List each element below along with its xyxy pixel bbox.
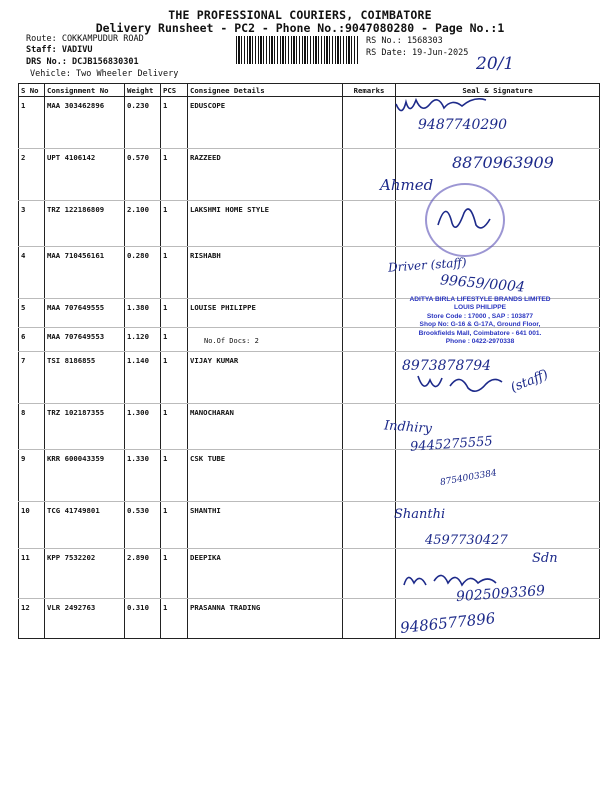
cell-consignee: PRASANNA TRADING xyxy=(188,599,343,639)
col-header-remarks: Remarks xyxy=(343,84,396,97)
cell-consignee: CSK TUBE xyxy=(188,450,343,502)
table-row xyxy=(19,502,600,549)
table-header-row xyxy=(19,84,600,97)
cell-sno: 2 xyxy=(19,149,45,201)
cell-consignment: VLR 2492763 xyxy=(45,599,125,639)
cell-weight: 2.890 xyxy=(125,549,161,599)
count-handwritten-note: 20/1 xyxy=(476,54,515,74)
cell-sno: 3 xyxy=(19,201,45,247)
stamp-phone: Phone : 0422-2970338 xyxy=(445,338,515,346)
handwritten-name: Sdn xyxy=(532,551,558,566)
cell-weight: 0.230 xyxy=(125,97,161,149)
handwritten-phone: 9487740290 xyxy=(418,117,508,133)
cell-weight: 1.120 xyxy=(125,328,161,352)
runsheet-subtitle: Delivery Runsheet - PC2 - Phone No.:9047080280 - Page No.:1 xyxy=(95,21,505,35)
cell-consignment: KRR 600043359 xyxy=(45,450,125,502)
signature-scribble xyxy=(392,90,502,120)
cell-pcs: 1 xyxy=(161,450,188,502)
cell-consignment: TRZ 122186809 xyxy=(45,201,125,247)
cell-pcs: 1 xyxy=(161,352,188,404)
table-row xyxy=(19,352,600,404)
table-row xyxy=(19,599,600,639)
stamp-shop-no: Shop No: G-16 & G-17A, Ground Floor, xyxy=(419,321,541,329)
cell-consignee xyxy=(188,328,343,352)
handwritten-name: Indhiry xyxy=(383,418,433,437)
stamp-company: ADITYA BIRLA LIFESTYLE BRANDS LIMITED xyxy=(409,296,551,303)
col-header-consignee: Consignee Details xyxy=(188,84,343,97)
rs-date: RS Date: 19-Jun-2025 xyxy=(366,48,469,58)
stamp-store-code: Store Code : 17000 , SAP : 103877 xyxy=(426,312,534,320)
cell-sno: 10 xyxy=(19,502,45,549)
signature-scribble xyxy=(430,195,500,240)
cell-consignment: TCG 41749801 xyxy=(45,502,125,549)
cell-pcs: 1 xyxy=(161,97,188,149)
cell-consignment: TRZ 102187355 xyxy=(45,404,125,450)
cell-weight: 0.310 xyxy=(125,599,161,639)
cell-consignment: MAA 707649555 xyxy=(45,299,125,328)
handwritten-phone: 9486577896 xyxy=(399,609,497,637)
cell-pcs: 1 xyxy=(161,247,188,299)
cell-remarks xyxy=(343,549,396,599)
cell-consignment: MAA 707649553 xyxy=(45,328,125,352)
cell-remarks xyxy=(343,599,396,639)
cell-pcs: 1 xyxy=(161,404,188,450)
cell-sno: 8 xyxy=(19,404,45,450)
handwritten-phone: 99659/0004 xyxy=(439,272,526,296)
cell-consignee: MANOCHARAN xyxy=(188,404,343,450)
handwritten-note: (staff) xyxy=(508,367,551,396)
table-row xyxy=(19,201,600,247)
barcode xyxy=(236,36,358,64)
cell-pcs: 1 xyxy=(161,201,188,247)
handwritten-phone: 8870963909 xyxy=(452,153,554,172)
cell-consignment: UPT 4106142 xyxy=(45,149,125,201)
table-row xyxy=(19,450,600,502)
cell-sno: 11 xyxy=(19,549,45,599)
cell-remarks xyxy=(343,450,396,502)
handwritten-name: Shanthi xyxy=(394,507,446,522)
cell-remarks xyxy=(343,502,396,549)
handwritten-phone: 4597730427 xyxy=(425,533,508,548)
cell-consignment: KPP 7532202 xyxy=(45,549,125,599)
cell-pcs: 1 xyxy=(161,328,188,352)
handwritten-note: Driver (staff) xyxy=(387,255,468,275)
cell-remarks xyxy=(343,97,396,149)
cell-sno: 1 xyxy=(19,97,45,149)
route-label: Route: COKKAMPUDUR ROAD xyxy=(26,34,144,44)
cell-pcs: 1 xyxy=(161,149,188,201)
cell-consignee: VIJAY KUMAR xyxy=(188,352,343,404)
handwritten-phone: 8754003384 xyxy=(439,468,498,489)
company-title: THE PROFESSIONAL COURIERS, COIMBATORE xyxy=(168,8,432,22)
cell-sno: 12 xyxy=(19,599,45,639)
cell-consignment: MAA 710456161 xyxy=(45,247,125,299)
cell-weight: 0.280 xyxy=(125,247,161,299)
cell-consignee: LOUISE PHILIPPE xyxy=(188,299,343,328)
cell-consignment: TSI 8186855 xyxy=(45,352,125,404)
store-stamp xyxy=(382,296,578,346)
handwritten-phone: 9025093369 xyxy=(455,582,546,606)
cell-sno: 9 xyxy=(19,450,45,502)
cell-weight: 0.530 xyxy=(125,502,161,549)
cell-consignee: RISHABH xyxy=(188,247,343,299)
cell-pcs: 1 xyxy=(161,299,188,328)
cell-weight: 1.380 xyxy=(125,299,161,328)
handwritten-name: Ahmed xyxy=(380,176,434,194)
cell-consignee: RAZZEED xyxy=(188,149,343,201)
vehicle-label: Vehicle: Two Wheeler Delivery xyxy=(30,69,179,79)
cell-pcs: 1 xyxy=(161,502,188,549)
handwritten-phone: 9445275555 xyxy=(409,434,494,455)
cell-pcs: 1 xyxy=(161,549,188,599)
cell-remarks xyxy=(343,352,396,404)
staff-label: Staff: VADIVU xyxy=(26,45,93,55)
cell-sno: 4 xyxy=(19,247,45,299)
cell-weight: 1.300 xyxy=(125,404,161,450)
cell-sno: 6 xyxy=(19,328,45,352)
cell-remarks xyxy=(343,201,396,247)
rs-number: RS No.: 1568303 xyxy=(366,36,443,46)
cell-sno: 5 xyxy=(19,299,45,328)
col-header-weight: Weight xyxy=(125,84,161,97)
cell-weight: 2.100 xyxy=(125,201,161,247)
cell-signature xyxy=(396,450,600,502)
col-header-consignment: Consignment No xyxy=(45,84,125,97)
cell-pcs: 1 xyxy=(161,599,188,639)
table-row xyxy=(19,97,600,149)
col-header-pcs: PCS xyxy=(161,84,188,97)
cell-consignee: DEEPIKA xyxy=(188,549,343,599)
cell-consignee: EDUSCOPE xyxy=(188,97,343,149)
cell-consignee: SHANTHI xyxy=(188,502,343,549)
docs-count: No.Of Docs: 2 xyxy=(204,337,259,345)
cell-consignee: LAKSHMI HOME STYLE xyxy=(188,201,343,247)
cell-weight: 1.330 xyxy=(125,450,161,502)
col-header-sno: S No xyxy=(19,84,45,97)
stamp-brand: LOUIS PHILIPPE xyxy=(453,304,507,312)
signature-scribble xyxy=(414,368,506,398)
cell-consignment: MAA 303462896 xyxy=(45,97,125,149)
cell-weight: 1.140 xyxy=(125,352,161,404)
handwritten-phone: 8973878794 xyxy=(402,358,492,374)
cell-sno: 7 xyxy=(19,352,45,404)
drs-label: DRS No.: DCJB156830301 xyxy=(26,57,139,67)
stamp-address: Brookfields Mall, Coimbatore - 641 001. xyxy=(418,329,542,337)
cell-weight: 0.570 xyxy=(125,149,161,201)
col-header-signature: Seal & Signature xyxy=(396,84,600,97)
table-row xyxy=(19,404,600,450)
